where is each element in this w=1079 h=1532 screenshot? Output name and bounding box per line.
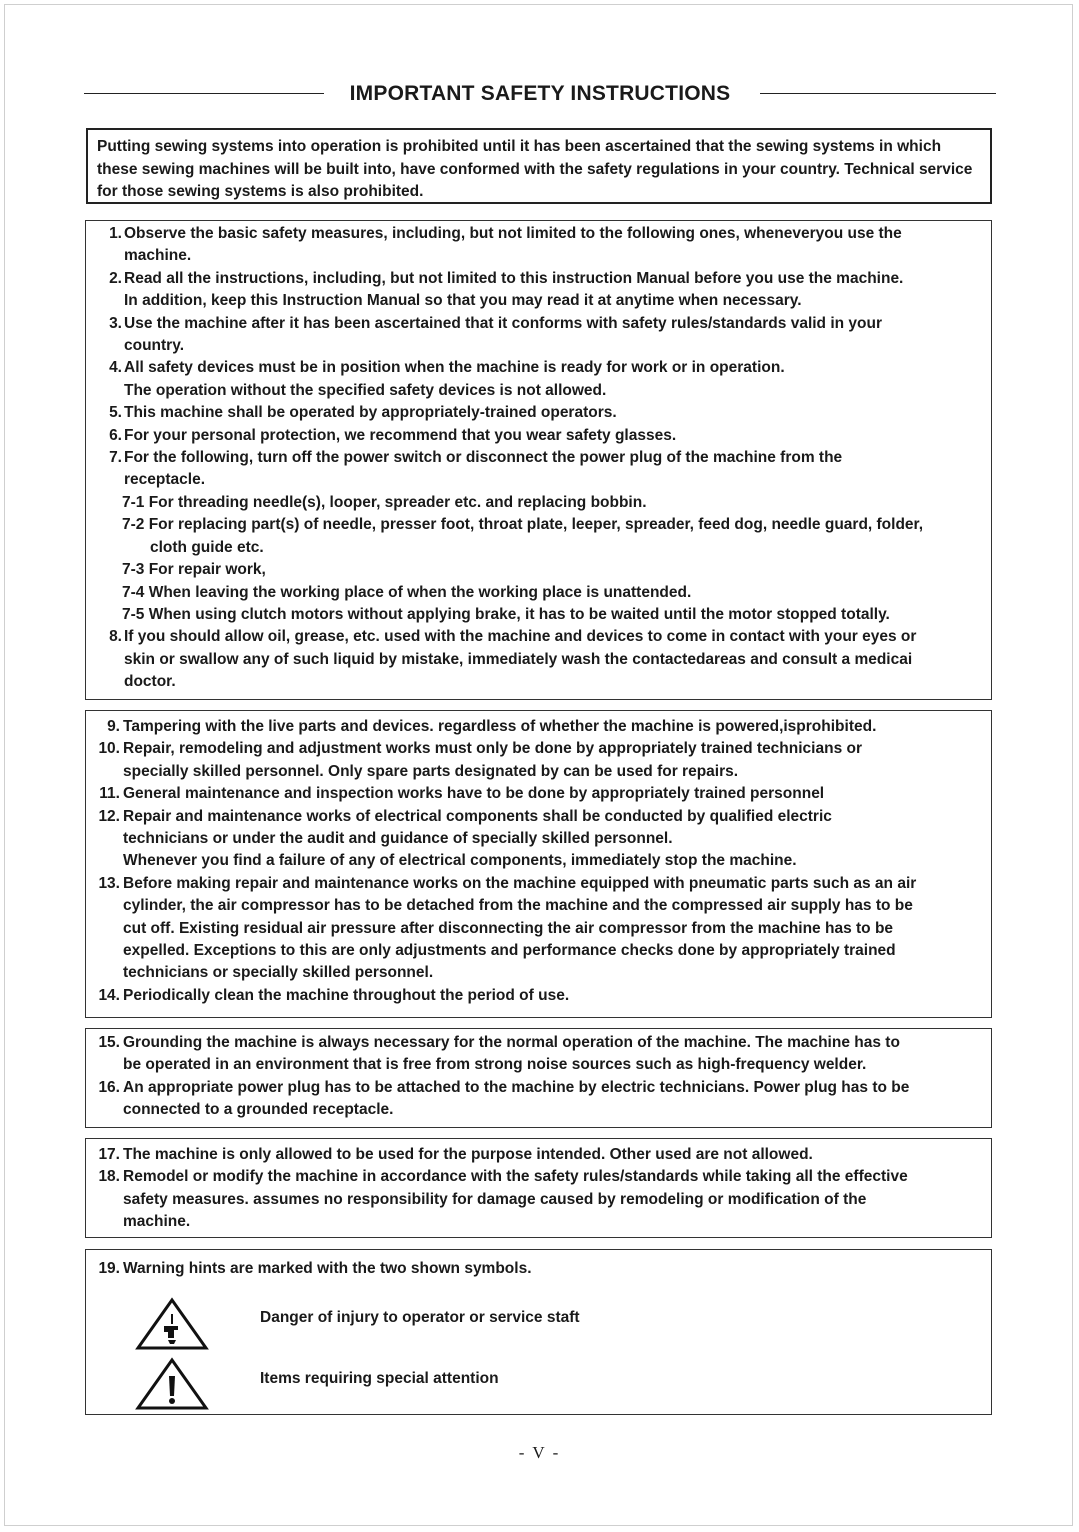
symbol-label-attention: Items requiring special attention [260,1370,499,1387]
item-line: An appropriate power plug has to be attached to the machine by electric technicians. Power plug has to be [123,1078,910,1096]
item-number: 12. [98,807,120,825]
sub-item-line: 7-2 For replacing part(s) of needle, presser foot, throat plate, leeper, spreader, feed dog, needle guard, folder, [122,516,924,534]
list-item [86,985,991,1007]
list-item [86,1032,991,1077]
item-line: For the following, turn off the power switch or disconnect the power plug of the machine from the [124,449,843,467]
item-line: machine. [123,1213,191,1231]
item-line: General maintenance and inspection works have to be done by appropriately trained personnel [123,785,825,803]
item-line: Observe the basic safety measures, including, but not limited to the following ones, wheneveryou use the [124,225,902,242]
hand-injury-warning-icon [134,1296,210,1352]
item-number: 8. [109,628,122,646]
item-line: connected to a grounded receptacle. [123,1101,394,1119]
item-line: Before making repair and maintenance works on the machine equipped with pneumatic parts such as an air [123,874,917,892]
list-item [86,1258,991,1280]
item-line: Remodel or modify the machine in accordance with the safety rules/standards while taking all the effective [123,1168,908,1186]
item-line: technicians or specially skilled personnel. [123,964,434,982]
list-item [86,873,991,985]
sub-item-line: cloth guide etc. [150,538,264,556]
item-number: 6. [109,426,122,444]
item-line: Repair, remodeling and adjustment works must only be done by appropriately trained technicians or [123,740,862,758]
item-number: 11. [99,785,120,803]
item-number: 13. [98,874,120,892]
list-item [86,447,991,492]
item-line: doctor. [124,673,176,691]
item-line: expelled. Exceptions to this are only adjustments and performance checks done by appropriately trained [123,942,896,960]
item-line: Repair and maintenance works of electrical components shall be conducted by qualified electric [123,807,832,825]
sub-item-line: 7-1 For threading needle(s), looper, spreader etc. and replacing bobbin. [122,493,647,511]
item-line: Use the machine after it has been ascertained that it conforms with safety rules/standards valid in your [124,314,882,332]
item-line: cylinder, the air compressor has to be detached from the machine and the compressed air supply has to be [123,897,913,915]
sub-item-line: 7-4 When leaving the working place of when the working place is unattended. [122,583,692,601]
item-line: The operation without the specified safety devices is not allowed. [124,381,607,399]
list-item [86,223,991,268]
list-item [86,783,991,805]
item-line: Periodically clean the machine throughout the period of use. [123,986,570,1004]
list-item [86,806,991,873]
item-line: country. [124,337,184,355]
item-number: 9. [107,718,120,735]
item-line: receptacle. [124,471,205,489]
list-item [86,357,991,402]
item-line: Tampering with the live parts and devices. regardless of whether the machine is powered,isprohibited. [123,718,877,735]
safety-section-5 [85,1249,992,1415]
item-line: All safety devices must be in position when the machine is ready for work or in operation. [124,359,785,377]
title-bar [84,80,996,108]
list-item [86,716,991,738]
item-line: Grounding the machine is always necessary for the normal operation of the machine. The machine has to [123,1034,900,1051]
item-line: This machine shall be operated by appropriately-trained operators. [124,404,617,422]
item-number: 14. [98,986,120,1004]
sub-item [86,582,991,604]
item-line: skin or swallow any of such liquid by mistake, immediately wash the contactedareas and consult a medicai [124,650,913,668]
item-number: 19. [98,1260,120,1277]
item-line: machine. [124,247,192,265]
symbol-row-injury [86,1296,991,1352]
item-line: technicians or under the audit and guidance of specially skilled personnel. [123,830,673,848]
item-line: The machine is only allowed to be used for the purpose intended. Other used are not allowed. [123,1146,813,1163]
list-item [86,738,991,783]
item-line: Whenever you find a failure of any of electrical components, immediately stop the machine. [123,852,797,870]
prohibition-notice-box [86,128,992,204]
list-item [86,1166,991,1233]
item-number: 10. [98,740,120,758]
list-item [86,1077,991,1122]
sub-item [86,559,991,581]
item-line: be operated in an environment that is free from strong noise sources such as high-frequency welder. [123,1056,867,1074]
sub-item [86,514,991,559]
list-item [86,313,991,358]
item-line: safety measures. assumes no responsibility for damage caused by remodeling or modification of the [123,1190,867,1208]
item-line: Read all the instructions, including, but not limited to this instruction Manual before you use the machine. [124,269,904,287]
title-rule-right [760,93,996,94]
item-number: 18. [98,1168,120,1186]
item-line: For your personal protection, we recommend that you wear safety glasses. [124,426,677,444]
safety-section-3 [85,1028,992,1128]
list-item [86,1144,991,1166]
safety-section-1 [85,220,992,700]
item-number: 15. [98,1034,120,1051]
page-number: - V - [518,1443,561,1462]
page-title: IMPORTANT SAFETY INSTRUCTIONS [349,82,731,105]
list-item [86,268,991,313]
exclamation-warning-icon [134,1356,210,1412]
item-number: 2. [109,269,122,287]
sub-item [86,604,991,626]
item-line: specially skilled personnel. Only spare parts designated by can be used for repairs. [123,762,739,780]
list-item [86,626,991,693]
sub-item [86,492,991,514]
item-number: 5. [109,404,122,422]
prohibition-notice-text: Putting sewing systems into operation is prohibited until it has been ascertained that the sewing systems in which these sewing machines will be built into, have conformed with the safety regulations in your country. Technical service for those sewing systems is also prohibited. [97,138,973,200]
item-number: 3. [109,314,122,332]
item-number: 17. [98,1146,120,1163]
item-line: If you should allow oil, grease, etc. used with the machine and devices to come in contact with your eyes or [124,628,917,646]
sub-item-line: 7-5 When using clutch motors without applying brake, it has to be waited until the motor stopped totally. [122,605,890,623]
symbol-row-attention [86,1356,991,1412]
item-line: Warning hints are marked with the two shown symbols. [123,1260,532,1277]
item-number: 4. [109,359,122,377]
symbol-label-injury: Danger of injury to operator or service staft [260,1309,580,1326]
safety-section-2 [85,710,992,1018]
sub-item-line: 7-3 For repair work, [122,561,266,579]
list-item [86,425,991,447]
item-number: 1. [109,225,122,242]
list-item [86,402,991,424]
item-number: 7. [109,449,122,467]
item-line: cut off. Existing residual air pressure after disconnecting the air compressor from the machine has to be [123,919,894,937]
item-line: In addition, keep this Instruction Manual so that you may read it at anytime when necessary. [124,292,802,310]
item-number: 16. [98,1078,120,1096]
safety-section-4 [85,1138,992,1238]
